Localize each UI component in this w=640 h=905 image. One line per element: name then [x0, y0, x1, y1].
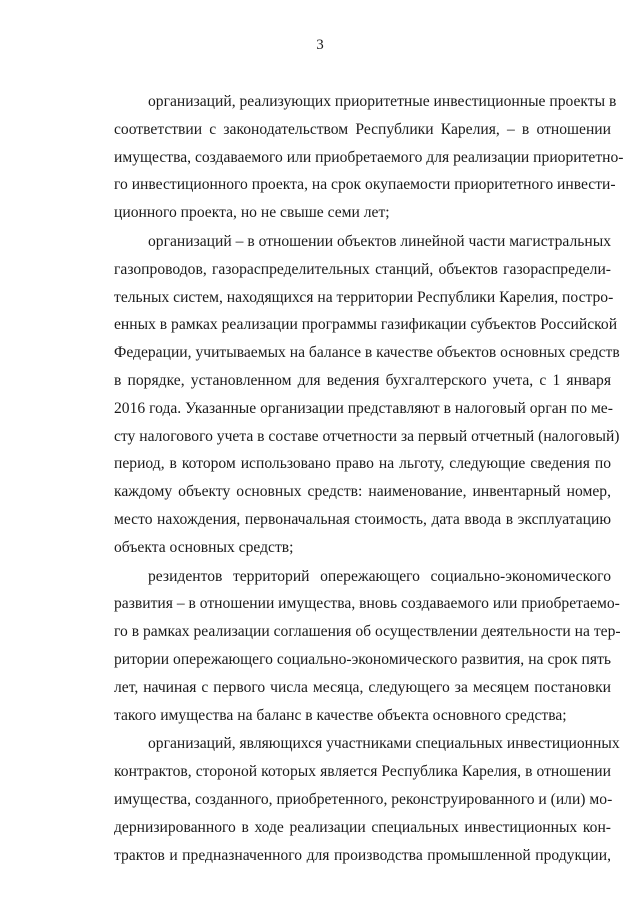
text-line: период, в котором использовано право на льготу, следующие сведения по: [114, 455, 611, 473]
text-line: объекта основных средств;: [114, 538, 294, 556]
text-line: организаций – в отношении объектов линейной части магистральных: [148, 232, 611, 250]
text-line: газопроводов, газораспределительных станций, объектов газораспредели-: [114, 260, 611, 278]
document-body: [114, 88, 624, 869]
text-line: контрактов, стороной которых является Республика Карелия, в отношении: [114, 763, 611, 781]
text-line: 2016 года. Указанные организации представляют в налоговый орган по ме-: [114, 399, 613, 417]
text-line: ритории опережающего социально-экономического развития, на срок пять: [114, 650, 611, 668]
text-line: место нахождения, первоначальная стоимость, дата ввода в эксплуатацию: [114, 510, 611, 528]
paragraph-special-investment-contracts: [114, 730, 620, 869]
text-line: имущества, созданного, приобретенного, реконструированного и (или) мо-: [114, 790, 613, 808]
text-line: тельных систем, находящихся на территории Республики Карелия, постро-: [114, 288, 614, 306]
text-line: енных в рамках реализации программы газификации субъектов Российской: [114, 316, 618, 334]
text-line: лет, начиная с первого числа месяца, следующего за месяцем постановки: [114, 678, 611, 696]
text-line: резидентов территорий опережающего социально-экономического: [148, 567, 611, 585]
paragraph-priority-investment-projects: [114, 88, 624, 227]
text-line: имущества, создаваемого или приобретаемого для реализации приоритетно-: [114, 148, 624, 166]
text-line: развития – в отношении имущества, вновь создаваемого или приобретаемо-: [114, 595, 620, 613]
text-line: трактов и предназначенного для производства промышленной продукции,: [114, 846, 611, 864]
text-line: ционного проекта, но не свыше семи лет;: [114, 204, 390, 222]
text-line: каждому объекту основных средств: наименование, инвентарный номер,: [114, 483, 611, 501]
text-line: организаций, являющихся участниками специальных инвестиционных: [148, 735, 620, 753]
text-line: организаций, реализующих приоритетные инвестиционные проекты в: [148, 93, 617, 110]
text-line: соответствии с законодательством Республики Карелия, – в отношении: [114, 120, 611, 138]
text-line: го инвестиционного проекта, на срок окупаемости приоритетного инвести-: [114, 176, 616, 194]
page-number: 3: [316, 37, 324, 53]
text-line: сту налогового учета в составе отчетности за первый отчетный (налоговый): [114, 427, 620, 445]
text-line: дернизированного в ходе реализации специальных инвестиционных кон-: [114, 818, 611, 836]
text-line: в порядке, установленном для ведения бухгалтерского учета, с 1 января: [114, 371, 611, 389]
text-line: Федерации, учитываемых на балансе в качестве объектов основных средств: [114, 344, 620, 362]
paragraph-gas-pipelines: [114, 228, 620, 562]
paragraph-advanced-development-territories: [114, 563, 621, 730]
text-line: такого имущества на баланс в качестве объекта основного средства;: [114, 706, 567, 724]
text-line: го в рамках реализации соглашения об осуществлении деятельности на тер-: [114, 623, 621, 641]
